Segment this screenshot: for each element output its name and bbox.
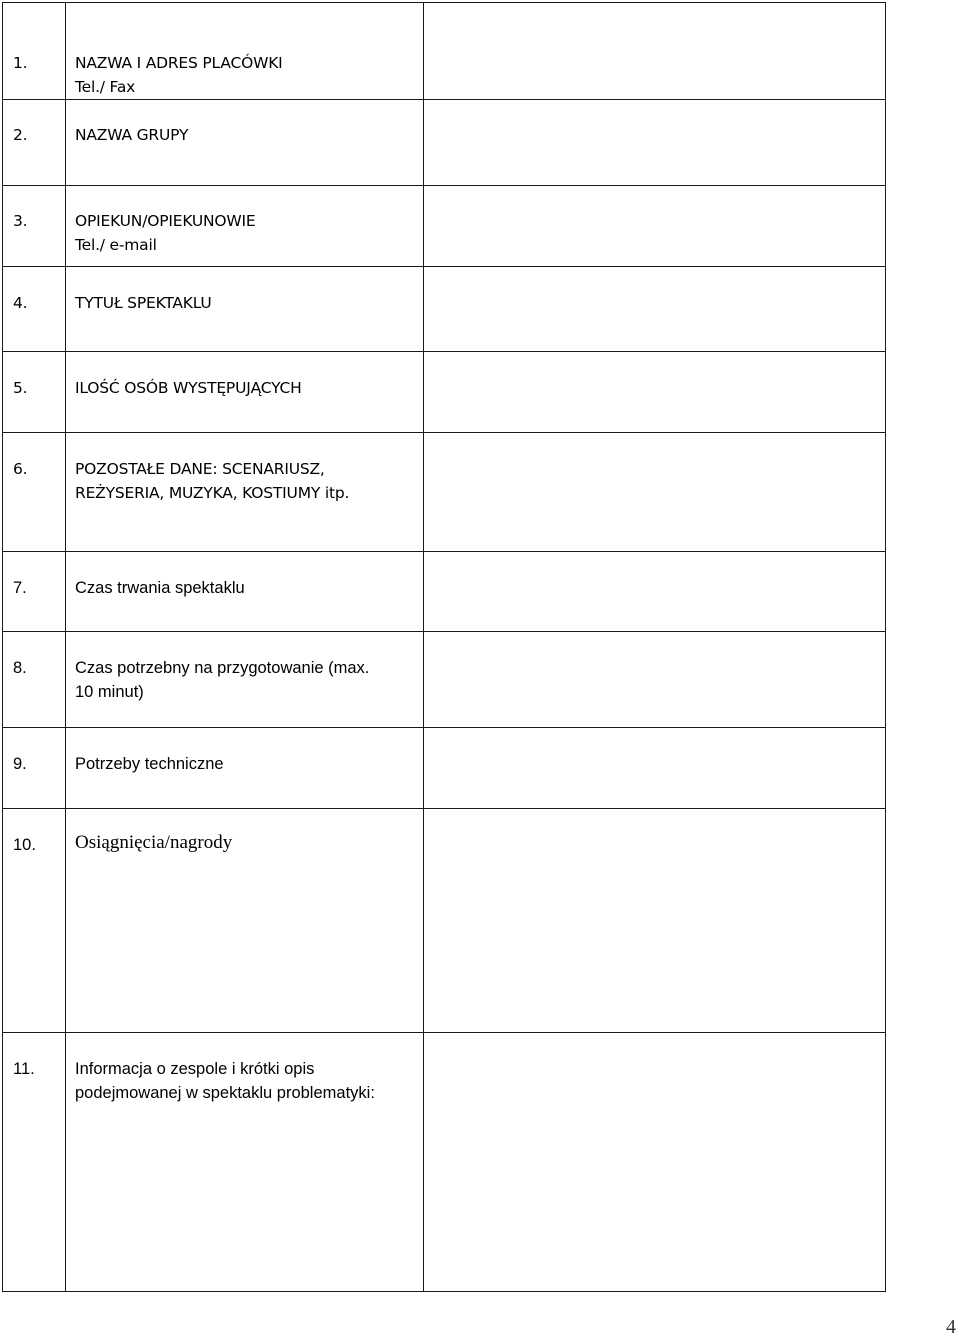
table-row xyxy=(3,186,886,267)
table-row xyxy=(3,100,886,186)
answer-cell-osiagniecia[interactable] xyxy=(424,809,886,1033)
table-row xyxy=(3,267,886,352)
table-row xyxy=(3,3,886,100)
row-number: 9. xyxy=(3,728,66,809)
row-number: 10. xyxy=(3,809,66,1033)
row-number: 2. xyxy=(3,100,66,186)
answer-cell-czas-przygotowania[interactable] xyxy=(424,632,886,728)
row-label: ILOŚĆ OSÓB WYSTĘPUJĄCYCH xyxy=(66,352,424,433)
row-label: TYTUŁ SPEKTAKLU xyxy=(66,267,424,352)
table-row xyxy=(3,352,886,433)
row-number: 3. xyxy=(3,186,66,267)
table-row xyxy=(3,728,886,809)
row-label: NAZWA GRUPY xyxy=(66,100,424,186)
row-number: 1. xyxy=(3,3,66,100)
row-label: Osiągnięcia/nagrody xyxy=(66,809,424,1033)
answer-cell-opiekun[interactable] xyxy=(424,186,886,267)
row-label: POZOSTAŁE DANE: SCENARIUSZ, REŻYSERIA, MUZYKA, KOSTIUMY itp. xyxy=(66,433,424,552)
row-label: Czas potrzebny na przygotowanie (max. 10 minut) xyxy=(66,632,424,728)
row-label: Informacja o zespole i krótki opis podejmowanej w spektaklu problematyki: xyxy=(66,1033,424,1292)
answer-cell-placowka[interactable] xyxy=(424,3,886,100)
row-label: Potrzeby techniczne xyxy=(66,728,424,809)
row-label: NAZWA I ADRES PLACÓWKI Tel./ Fax xyxy=(66,3,424,100)
row-number: 11. xyxy=(3,1033,66,1292)
answer-cell-potrzeby-techniczne[interactable] xyxy=(424,728,886,809)
table-row xyxy=(3,433,886,552)
row-number: 8. xyxy=(3,632,66,728)
table-row xyxy=(3,632,886,728)
table-row xyxy=(3,1033,886,1292)
page-number: 4 xyxy=(946,1316,956,1338)
row-label: Czas trwania spektaklu xyxy=(66,552,424,632)
row-label: OPIEKUN/OPIEKUNOWIE Tel./ e-mail xyxy=(66,186,424,267)
row-number: 5. xyxy=(3,352,66,433)
answer-cell-ilosc-osob[interactable] xyxy=(424,352,886,433)
application-form-table xyxy=(2,2,886,1292)
row-number: 7. xyxy=(3,552,66,632)
answer-cell-grupa[interactable] xyxy=(424,100,886,186)
answer-cell-informacja[interactable] xyxy=(424,1033,886,1292)
answer-cell-pozostale-dane[interactable] xyxy=(424,433,886,552)
row-number: 6. xyxy=(3,433,66,552)
table-row xyxy=(3,552,886,632)
row-number: 4. xyxy=(3,267,66,352)
table-row xyxy=(3,809,886,1033)
answer-cell-czas-trwania[interactable] xyxy=(424,552,886,632)
answer-cell-tytul[interactable] xyxy=(424,267,886,352)
